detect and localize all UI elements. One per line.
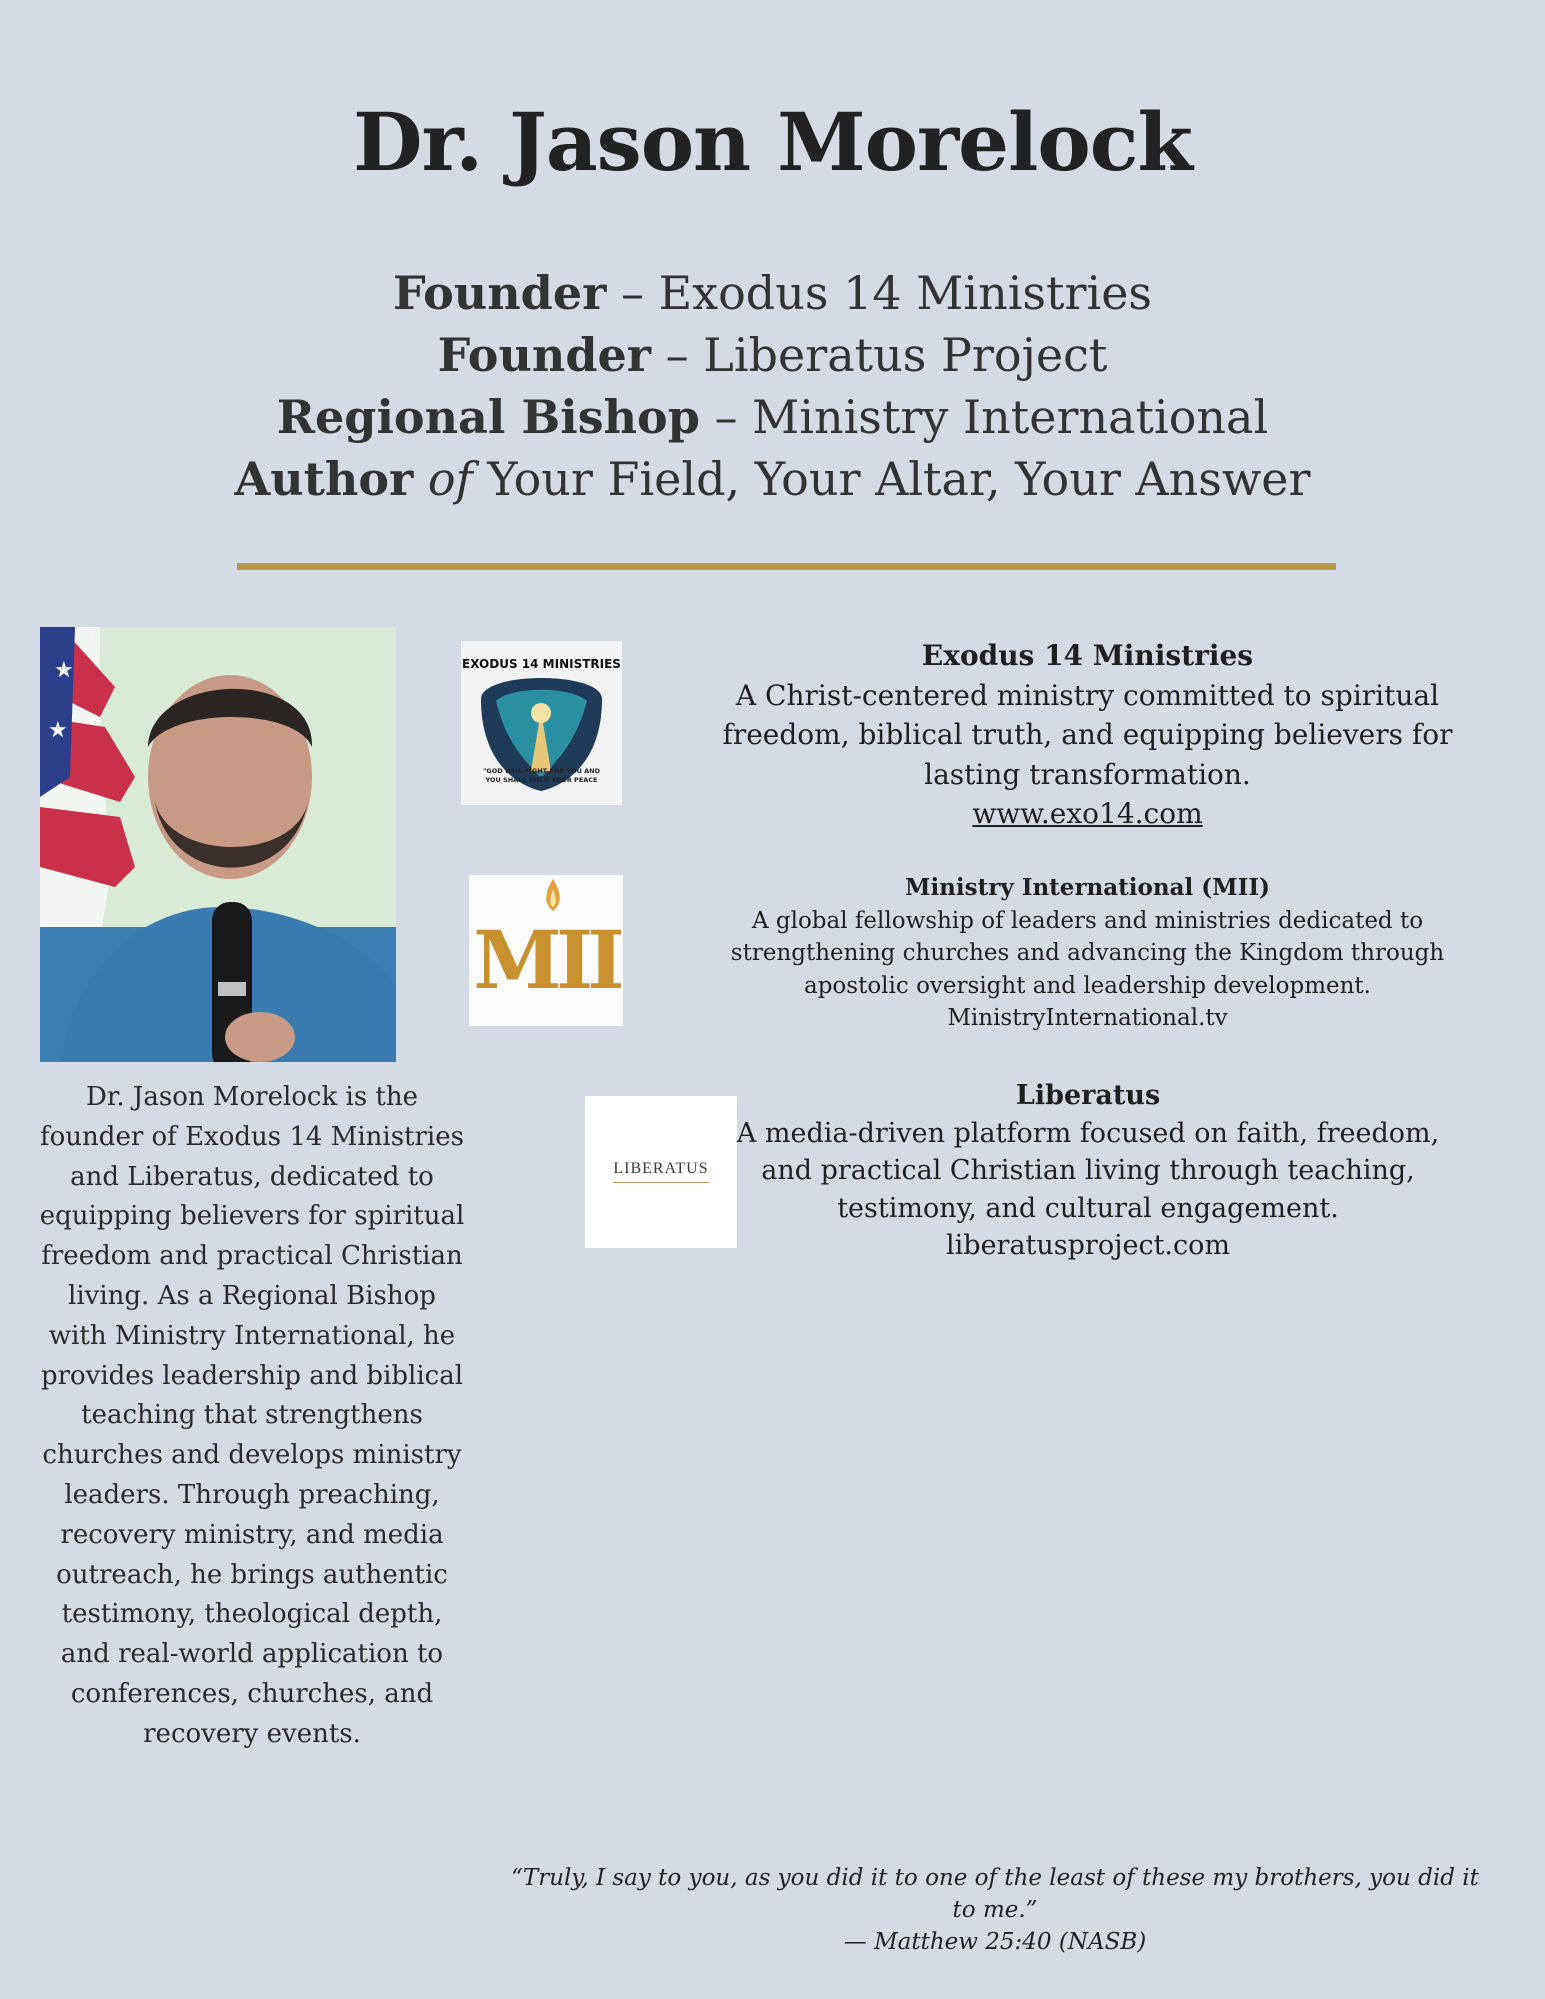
role-line: Founder – Exodus 14 Ministries [392,266,1153,320]
liberatus-logo-rule [613,1182,709,1183]
svg-text:★: ★ [48,718,68,743]
org-mii-block [690,872,1485,1035]
org-description: A global fellowship of leaders and ministries dedicated to strengthening churches and advancing the Kingdom through apostolic oversight and leadership development. [730,907,1445,999]
liberatus-logo [585,1096,737,1248]
liberatus-website-link[interactable]: liberatusproject.com [946,1230,1230,1261]
quote-citation: — Matthew 25:40 (NASB) [843,1929,1147,1955]
mii-logo-text: MII [473,913,619,1007]
role-line: Founder – Liberatus Project [437,328,1108,382]
org-liberatus-block [718,1077,1458,1265]
exodus-logo-caption: "GOD WILL FIGHT FOR YOU AND [482,767,600,775]
role-line: Regional Bishop – Ministry International [276,390,1269,444]
org-description: A Christ-centered ministry committed to spiritual freedom, biblical truth, and equipping believers for lasting transformation. [722,678,1453,791]
role-line: Author of Your Field, Your Altar, Your Answer [234,452,1311,506]
exodus-logo-caption: YOU SHALL HOLD YOUR PEACE [485,776,598,784]
portrait-photo [40,627,396,1062]
liberatus-logo-text: LIBERATUS [613,1160,709,1177]
org-description: A media-driven platform focused on faith, freedom, and practical Christian living through teaching, testimony, and cultural engagement. [736,1117,1440,1224]
quote-text: “Truly, I say to you, as you did it to one of the least of these my brothers, you did it to me.” [511,1865,1479,1923]
biography-text: Dr. Jason Morelock is the founder of Exodus 14 Ministries and Liberatus, dedicated to equipping believers for spiritual freedom and practical Christian living. As a Regional Bishop with Ministry International, he provides leadership and biblical teaching that strengthens churches and develops ministry leaders. Through preaching, recovery ministry, and media outreach, he brings authentic testimony, theological depth, and real-world application to conferences, churches, and recovery events. [39,1082,465,1749]
exodus-14-logo [461,641,622,805]
scripture-quote [500,1862,1490,1958]
org-name: Ministry International (MII) [904,874,1270,901]
org-exodus-block [690,636,1485,834]
page-title: Dr. Jason Morelock [353,95,1192,189]
org-name: Exodus 14 Ministries [921,639,1254,672]
exodus-logo-text: EXODUS 14 MINISTRIES [462,657,621,671]
mii-website-link[interactable]: MinistryInternational.tv [947,1005,1228,1031]
ministry-international-logo [469,875,623,1026]
roles-list [0,262,1545,510]
org-name: Liberatus [1015,1080,1161,1111]
gold-divider [237,563,1336,570]
svg-text:★: ★ [54,658,74,683]
exodus-website-link[interactable]: www.exo14.com [972,797,1203,830]
